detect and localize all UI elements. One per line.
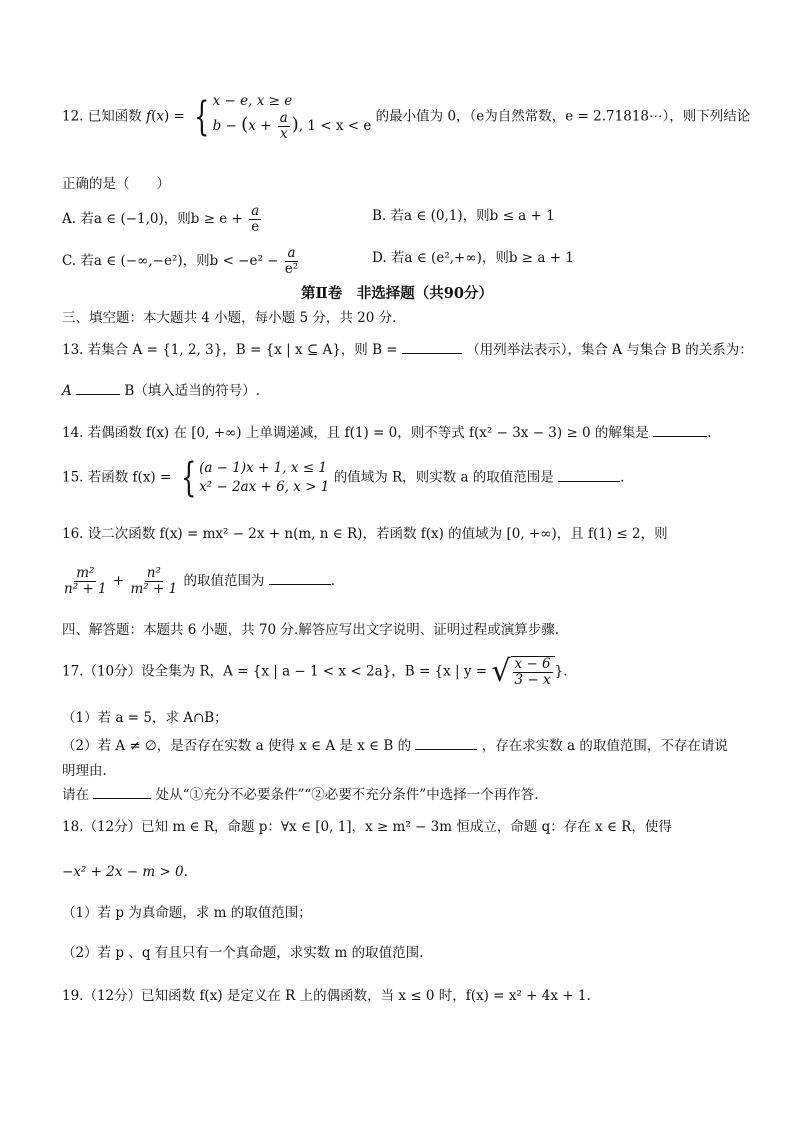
question-17-sub-2-text: （2）若 A ≠ ∅，是否存在实数 a 使得 x ∈ A 是 x ∈ B 的 bbox=[62, 738, 412, 754]
part-2-title: 第Ⅱ卷 非选择题（共90分） bbox=[301, 285, 493, 302]
piecewise-case-2-condition: , 1 < x < e bbox=[298, 118, 372, 134]
fraction-m2-over-n2-plus-1: $\frac{\text{m²}}{\text{n² + 1}}$ bbox=[64, 565, 107, 597]
question-13-text-a: 13. 若集合 A = {1, 2, 3}，B = {x | x ⊆ A}，则 B = bbox=[62, 342, 398, 358]
question-15 bbox=[62, 455, 625, 501]
square-root-expression: √ $\frac{x - 6}{3 - x}$ bbox=[491, 656, 554, 688]
answer-blank bbox=[653, 422, 707, 437]
question-12-line-1: 12. 已知函数 f(x) = { x − e, x ≥ e b − (x + $\frac{a}{x}$ ), 1 < x < e 的最小值为 0，（e为自然常数，e = 2.71818⋯），则下列结论 bbox=[62, 93, 751, 142]
question-15-lead: 15. 若函数 f(x) = bbox=[62, 469, 172, 486]
piecewise-case-2-prefix: b − bbox=[212, 118, 242, 134]
option-d: D. 若a ∈ (e²,+∞)，则b ≥ a + 1 bbox=[372, 250, 574, 266]
option-c-text: C. 若a ∈ (−∞,−e²)，则b < −e² − bbox=[62, 253, 279, 269]
section-3-heading: 三、填空题：本大题共 4 小题，每小题 5 分，共 20 分. bbox=[62, 310, 397, 326]
question-15-period: . bbox=[620, 469, 625, 486]
option-b: B. 若a ∈ (0,1)，则b ≤ a + 1 bbox=[372, 208, 555, 224]
question-13-set-a: A bbox=[62, 383, 72, 399]
answer-blank bbox=[402, 339, 462, 354]
fraction-a-over-e2: $\frac{a}{\text{e²}}$ bbox=[284, 245, 299, 277]
question-17-line-1 bbox=[62, 656, 568, 688]
piecewise-function: { (a − 1)x + 1, x ≤ 1 x² − 2ax + 6, x > 1 bbox=[180, 455, 330, 501]
piecewise-case-2: x² − 2ax + 6, x > 1 bbox=[199, 479, 330, 495]
question-17-text: 17.（10分）设全集为 R，A = {x | a − 1 < x < 2a}，B = {x | y = bbox=[62, 663, 492, 680]
question-15-tail: 的值域为 R，则实数 a 的取值范围是 bbox=[333, 469, 554, 486]
question-12-line-2: 正确的是（ ） bbox=[62, 176, 170, 192]
section-4-heading: 四、解答题：本题共 6 小题，共 70 分.解答应写出文字说明、证明过程或演算步骤. bbox=[62, 622, 560, 638]
question-14-period: . bbox=[707, 425, 712, 441]
piecewise-case-1: (a − 1)x + 1, x ≤ 1 bbox=[199, 460, 327, 476]
question-18-line-2: −x² + 2x − m > 0. bbox=[62, 864, 188, 880]
question-text-tail: 的最小值为 0，（e为自然常数，e = 2.71818⋯），则下列结论 bbox=[375, 108, 751, 125]
question-18-line-1: 18.（12分）已知 m ∈ R，命题 p：∀x ∈ [0, 1]，x ≥ m² − 3m 恒成立，命题 q：存在 x ∈ R，使得 bbox=[62, 819, 672, 835]
piecewise-function: { x − e, x ≥ e b − (x + $\frac{a}{x}$ ), 1 < x < e bbox=[194, 93, 372, 142]
question-14-text: 14. 若偶函数 f(x) 在 [0, +∞) 上单调递减，且 f(1) = 0，则不等式 f(x² − 3x − 3) ≥ 0 的解集是 bbox=[62, 425, 649, 441]
question-17-sub-3 bbox=[62, 784, 539, 805]
question-number: 12. bbox=[62, 108, 84, 125]
question-16-line-2: $\frac{\text{m²}}{\text{n² + 1}}$ + $\frac{\text{n²}}{\text{m² + 1}}$ 的取值范围为 . bbox=[64, 565, 336, 597]
question-17-sub-3-tail: 处从“①充分不必要条件”“②必要不充分条件”中选择一个再作答. bbox=[155, 787, 539, 803]
answer-blank bbox=[415, 735, 477, 750]
option-c bbox=[62, 246, 300, 277]
question-19-line-1: 19.（12分）已知函数 f(x) 是定义在 R 上的偶函数，当 x ≤ 0 时，f(x) = x² + 4x + 1. bbox=[62, 988, 591, 1004]
question-17-sub-2-tail: ，存在求实数 a 的取值范围，不存在请说 bbox=[481, 738, 728, 754]
option-a bbox=[62, 204, 263, 235]
question-16-period: . bbox=[330, 573, 336, 589]
question-17-sub-2-cont: 明理由. bbox=[62, 763, 107, 779]
question-16-line-1: 16. 设二次函数 f(x) = mx² − 2x + n(m, n ∈ R)，若函数 f(x) 的值域为 [0, +∞)，且 f(1) ≤ 2，则 bbox=[62, 526, 668, 542]
question-17-close: }. bbox=[554, 663, 568, 680]
question-13-text-b: （用列举法表示），集合 A 与集合 B 的关系为： bbox=[466, 342, 753, 358]
answer-blank bbox=[269, 570, 331, 585]
fraction-a-over-e: $\frac{a}{e}$ bbox=[251, 203, 260, 235]
answer-blank bbox=[76, 380, 120, 395]
piecewise-case-1: x − e, x ≥ e bbox=[212, 93, 293, 109]
fraction-a-over-x: $\frac{a}{x}$ bbox=[279, 110, 288, 142]
question-17-sub-2 bbox=[62, 735, 728, 756]
question-text: 已知函数 bbox=[87, 108, 142, 125]
question-18-sub-2: （2）若 p 、q 有且只有一个真命题，求实数 m 的取值范围. bbox=[62, 945, 424, 961]
answer-blank bbox=[558, 467, 620, 482]
question-13-line-1 bbox=[62, 339, 753, 360]
question-14 bbox=[62, 422, 712, 443]
question-13-line-2 bbox=[62, 380, 260, 401]
question-16-text: 的取值范围为 bbox=[183, 573, 265, 589]
option-a-text: A. 若a ∈ (−1,0)，则b ≥ e + bbox=[62, 211, 243, 227]
question-18-sub-1: （1）若 p 为真命题，求 m 的取值范围； bbox=[62, 905, 312, 921]
fraction-n2-over-m2-plus-1: $\frac{\text{n²}}{\text{m² + 1}}$ bbox=[130, 565, 178, 597]
question-17-sub-1: （1）若 a = 5，求 A∩B； bbox=[62, 710, 228, 726]
question-13-text-c: B（填入适当的符号）. bbox=[124, 383, 261, 399]
question-17-sub-3-text: 请在 bbox=[62, 787, 89, 803]
answer-blank bbox=[93, 784, 151, 799]
